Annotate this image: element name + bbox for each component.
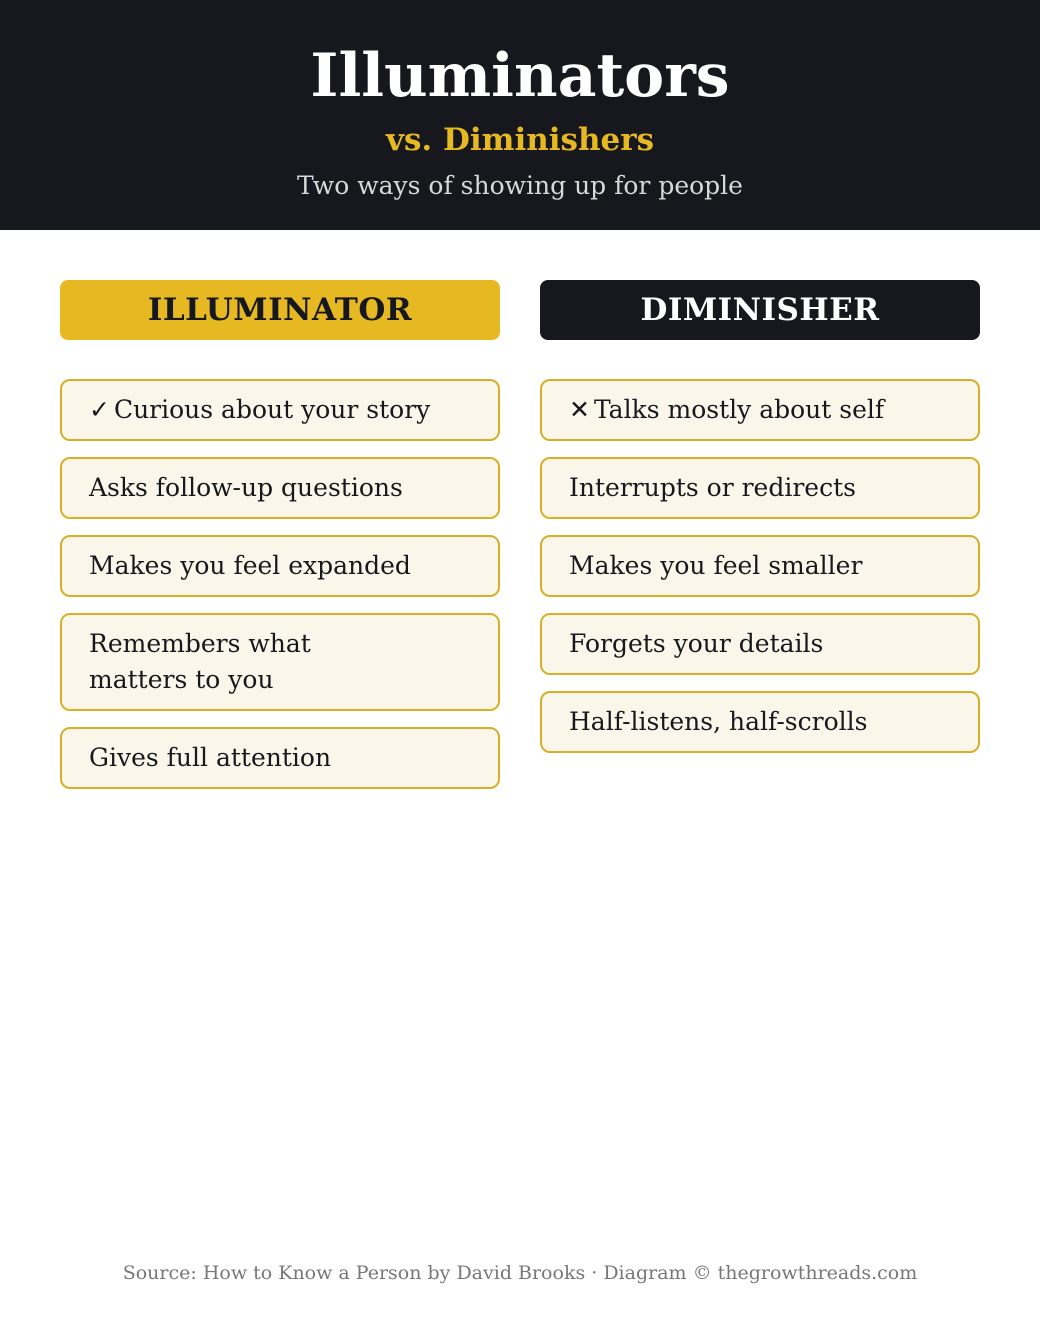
diminisher-item <box>540 379 980 441</box>
diminisher-item-text: Half-listens, half-scrolls <box>569 707 868 736</box>
diminisher-item-text: Forgets your details <box>569 629 824 658</box>
illuminator-item <box>60 379 500 441</box>
diminisher-item-text: Talks mostly about self <box>593 395 885 424</box>
illuminator-item <box>60 727 500 789</box>
header-banner <box>0 0 1040 230</box>
illuminator-item <box>60 457 500 519</box>
diminisher-item <box>540 613 980 675</box>
illuminator-heading: ILLUMINATOR <box>60 280 500 340</box>
page-tagline: Two ways of showing up for people <box>297 171 743 200</box>
illuminator-item-text: Remembers what matters to you <box>89 629 311 694</box>
page-title: Illuminators <box>310 41 730 111</box>
diminisher-item <box>540 535 980 597</box>
diminisher-item <box>540 691 980 753</box>
illuminator-item <box>60 535 500 597</box>
source-credit: Source: How to Know a Person by David Brooks · Diagram © thegrowthreads.com <box>122 1262 918 1284</box>
illuminator-item-text: Asks follow-up questions <box>89 473 403 502</box>
illuminator-item-text: Makes you feel expanded <box>89 551 411 580</box>
illuminator-item <box>60 613 500 711</box>
diminisher-item-text: Interrupts or redirects <box>569 473 856 502</box>
cross-icon: ✕ <box>569 395 590 424</box>
illuminator-item-text: Curious about your story <box>113 395 431 424</box>
diminisher-column <box>540 379 980 769</box>
diminisher-heading: DIMINISHER <box>540 280 980 340</box>
page-subtitle: vs. Diminishers <box>385 122 655 158</box>
check-icon: ✓ <box>89 395 110 424</box>
illuminator-column <box>60 379 500 805</box>
diminisher-item-text: Makes you feel smaller <box>569 551 863 580</box>
illuminator-item-text: Gives full attention <box>89 743 332 772</box>
diminisher-item <box>540 457 980 519</box>
